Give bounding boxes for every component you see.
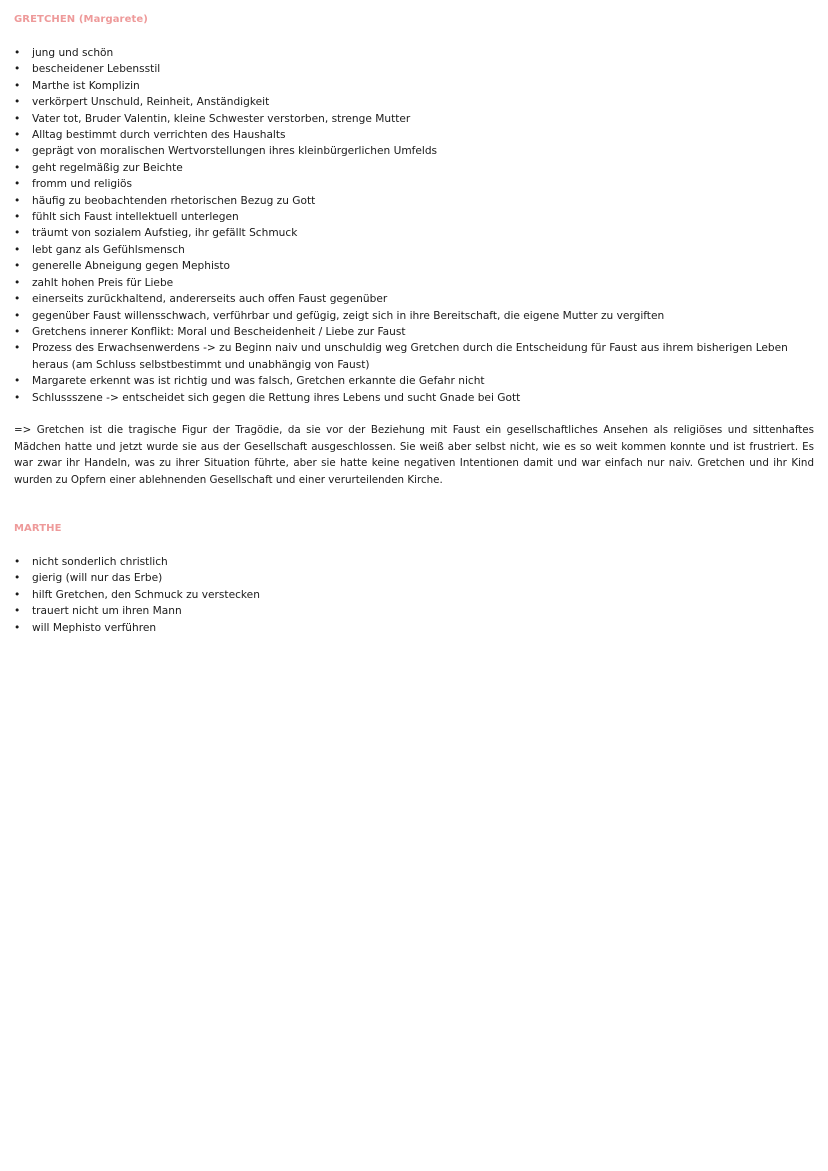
marthe-heading: MARTHE	[14, 523, 62, 534]
marthe-traits-list	[14, 554, 814, 636]
list-item: • geprägt von moralischen Wertvorstellungen ihres kleinbürgerlichen Umfelds	[14, 143, 814, 159]
list-item: • Schlussszene -> entscheidet sich gegen die Rettung ihres Lebens und sucht Gnade bei Gott	[14, 390, 814, 406]
list-item: • fühlt sich Faust intellektuell unterlegen	[14, 209, 814, 225]
list-item: • häufig zu beobachtenden rhetorischen Bezug zu Gott	[14, 193, 814, 209]
list-item: • verkörpert Unschuld, Reinheit, Anständigkeit	[14, 94, 814, 110]
list-item: • lebt ganz als Gefühlsmensch	[14, 242, 814, 258]
list-item: • will Mephisto verführen	[14, 620, 814, 636]
list-item: • geht regelmäßig zur Beichte	[14, 160, 814, 176]
list-item: • Vater tot, Bruder Valentin, kleine Schwester verstorben, strenge Mutter	[14, 111, 814, 127]
list-item: • gierig (will nur das Erbe)	[14, 570, 814, 586]
gretchen-heading: GRETCHEN (Margarete)	[14, 14, 148, 25]
list-item: • gegenüber Faust willensschwach, verführbar und gefügig, zeigt sich in ihre Bereitschaft, die eigene Mutter zu vergiften	[14, 308, 814, 324]
list-item: • zahlt hohen Preis für Liebe	[14, 275, 814, 291]
list-item: • generelle Abneigung gegen Mephisto	[14, 258, 814, 274]
list-item: • trauert nicht um ihren Mann	[14, 603, 814, 619]
list-item: • Gretchens innerer Konflikt: Moral und Bescheidenheit / Liebe zur Faust	[14, 324, 814, 340]
list-item: • nicht sonderlich christlich	[14, 554, 814, 570]
list-item: • bescheidener Lebensstil	[14, 61, 814, 77]
list-item: • einerseits zurückhaltend, andererseits auch offen Faust gegenüber	[14, 291, 814, 307]
list-item: • Prozess des Erwachsenwerdens -> zu Beginn naiv und unschuldig weg Gretchen durch die Entscheidung für Faust aus ihrem bisherigen Leben heraus (am Schluss selbstbestimmt und unabhängig von Faust)	[14, 340, 814, 373]
list-item: • Alltag bestimmt durch verrichten des Haushalts	[14, 127, 814, 143]
gretchen-conclusion: => Gretchen ist die tragische Figur der Tragödie, da sie vor der Beziehung mit Faust ein gesellschaftliches Ansehen als religiöses und sittenhaftes Mädchen hatte und jetzt wurde sie aus der Gesellschaft ausgeschlossen. Sie weiß aber selbst nicht, wie es so weit kommen konnte und ist frustriert. Es war zwar ihr Handeln, was zu ihrer Situation führte, aber sie hatte keine negativen Intentionen damit und war einfach nur naiv. Gretchen und ihr Kind wurden zu Opfern einer ablehnenden Gesellschaft und einer verurteilenden Kirche.	[14, 424, 814, 486]
list-item: • hilft Gretchen, den Schmuck zu verstecken	[14, 587, 814, 603]
gretchen-traits-list	[14, 45, 814, 406]
list-item: • jung und schön	[14, 45, 814, 61]
list-item: • träumt von sozialem Aufstieg, ihr gefällt Schmuck	[14, 225, 814, 241]
list-item: • Margarete erkennt was ist richtig und was falsch, Gretchen erkannte die Gefahr nicht	[14, 373, 814, 389]
list-item: • Marthe ist Komplizin	[14, 78, 814, 94]
list-item: • fromm und religiös	[14, 176, 814, 192]
